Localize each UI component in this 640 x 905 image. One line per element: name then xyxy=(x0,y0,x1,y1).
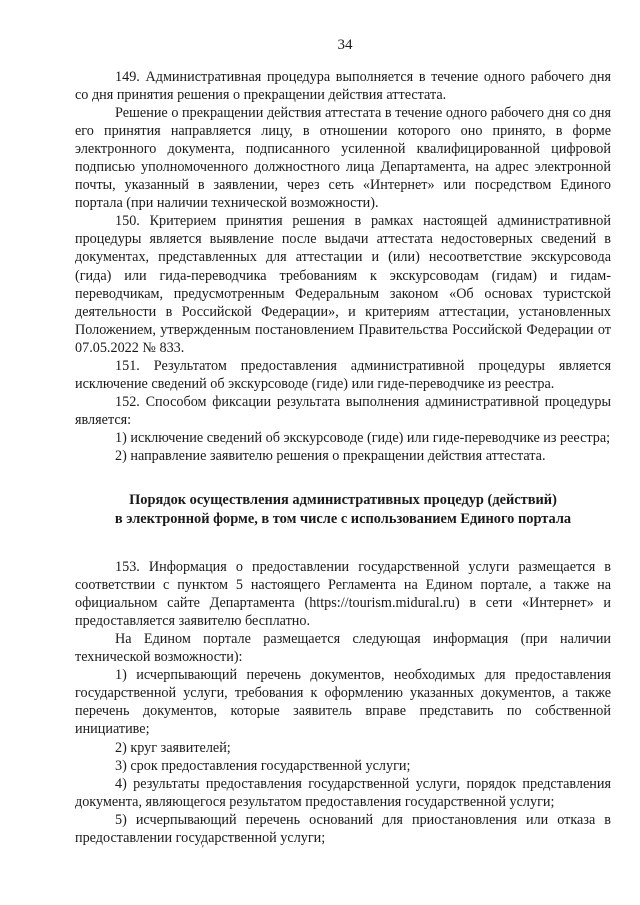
list-item-portal-5: 5) исчерпывающий перечень оснований для приостановления или отказа в предоставлении государственной услуги; xyxy=(75,811,611,846)
list-item-portal-4: 4) результаты предоставления государственной услуги, порядок представления документа, являющегося результатом предоставления государственной услуги; xyxy=(75,775,611,810)
paragraph-150: 150. Критерием принятия решения в рамках настоящей административной процедуры является выявление после выдачи аттестата недостоверных сведений в документах, представленных для аттестации и (или) несоответствие экскурсовода (гида) или гида-переводчика требованиям к экскурсоводам (гидам) и гидам-переводчикам, предусмотренным Федеральным законом «Об основах туристской деятельности в Российской Федерации», и критериям аттестации, установленных Положением, утвержденным постановлением Правительства Российской Федерации от 07.05.2022 № 833. xyxy=(75,213,611,356)
page-number: 34 xyxy=(337,37,353,53)
paragraph-151: 151. Результатом предоставления административной процедуры является исключение сведений об экскурсоводе (гиде) или гиде-переводчике из реестра. xyxy=(75,357,611,392)
paragraph-portal-info: На Едином портале размещается следующая информация (при наличии технической возможности): xyxy=(75,631,611,666)
list-item-portal-1: 1) исчерпывающий перечень документов, необходимых для предоставления государственной услуги, требования к оформлению указанных документов, а также перечень документов, которые заявитель вправе представить по собственной инициативе; xyxy=(75,667,611,738)
list-item-portal-2: 2) круг заявителей; xyxy=(115,739,231,756)
section-heading xyxy=(75,491,611,528)
paragraph-152: 152. Способом фиксации результата выполнения административной процедуры является: xyxy=(75,393,611,428)
paragraph-153: 153. Информация о предоставлении государственной услуги размещается в соответствии с пунктом 5 настоящего Регламента на Едином портале, а также на официальном сайте Департамента (https://tourism.midural.ru) в сети «Интернет» и предоставляется заявителю бесплатно. xyxy=(75,559,611,630)
scan-speck-mark: ʼ xyxy=(201,843,205,856)
document-body xyxy=(75,68,611,847)
list-item-152-1: 1) исключение сведений об экскурсоводе (гиде) или гиде-переводчике из реестра; xyxy=(115,429,611,446)
paragraph-149: 149. Административная процедура выполняется в течение одного рабочего дня со дня принятия решения о прекращении действия аттестата. xyxy=(75,69,611,104)
section-heading-line-1: Порядок осуществления административных процедур (действий) xyxy=(129,492,557,509)
list-item-152-2: 2) направление заявителю решения о прекращении действия аттестата. xyxy=(115,447,546,464)
section-heading-line-2: в электронной форме, в том числе с использованием Единого портала xyxy=(114,510,572,527)
list-item-portal-3: 3) срок предоставления государственной услуги; xyxy=(115,757,411,774)
paragraph-decision-notice: Решение о прекращении действия аттестата в течение одного рабочего дня со дня его принятия направляется лицу, в отношении которого оно принято, в форме электронного документа, подписанного усиленной квалифицированной цифровой подписью уполномоченного должностного лица Департамента, на адрес электронной почты, указанный в заявлении, через сеть «Интернет» или посредством Единого портала (при наличии технической возможности). xyxy=(75,105,611,212)
